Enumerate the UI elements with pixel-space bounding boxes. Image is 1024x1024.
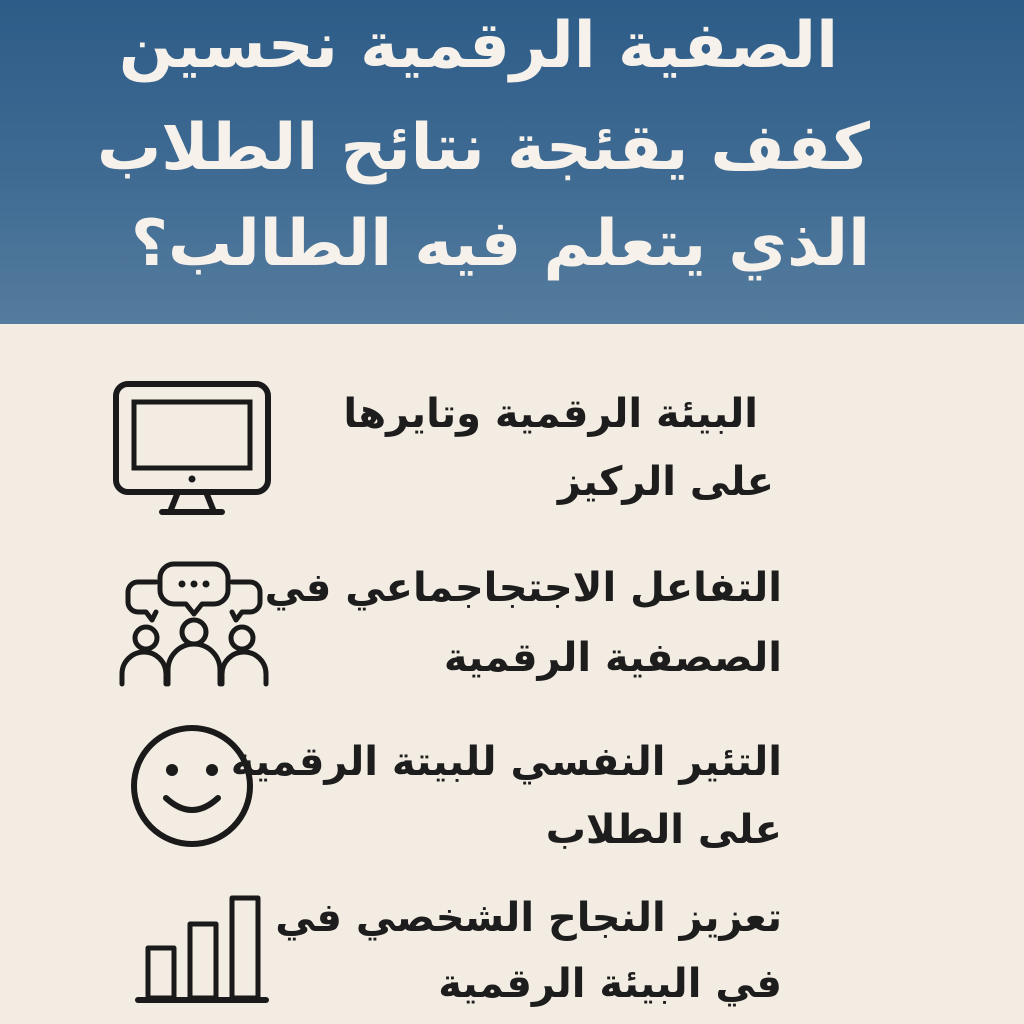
item-label-line1: التئير النفسي للبيتة الرقمية (230, 739, 782, 785)
item-label-line2: على الركيز (557, 459, 774, 505)
item-label-line2: على الطلاب (545, 807, 782, 853)
item-label-line1: التفاعل الاجتجاجماعي في (264, 565, 782, 611)
group-chat-icon (116, 552, 272, 688)
list-item (0, 550, 1024, 700)
list-item (0, 884, 1024, 1024)
list-item (0, 370, 1024, 530)
header-banner (0, 0, 1024, 324)
item-label-line2: الصصفية الرقمية (443, 635, 782, 681)
title-line-2: كفف يقئجة نتائح الطلاب (96, 111, 870, 185)
bar-chart-icon (134, 892, 270, 1008)
item-label-line1: تعزيز النجاح الشخصي في (275, 895, 782, 941)
item-label-line2: في البيئة الرقمية (438, 961, 782, 1007)
item-label-line1: البيئة الرقمية وتايرها (343, 391, 758, 437)
list-item (0, 722, 1024, 872)
title-line-3: الذي يتعلم فيه الطالب؟ (130, 207, 870, 281)
title-line-1: الصفية الرقمية نحسين (118, 9, 838, 83)
monitor-icon (112, 380, 272, 516)
